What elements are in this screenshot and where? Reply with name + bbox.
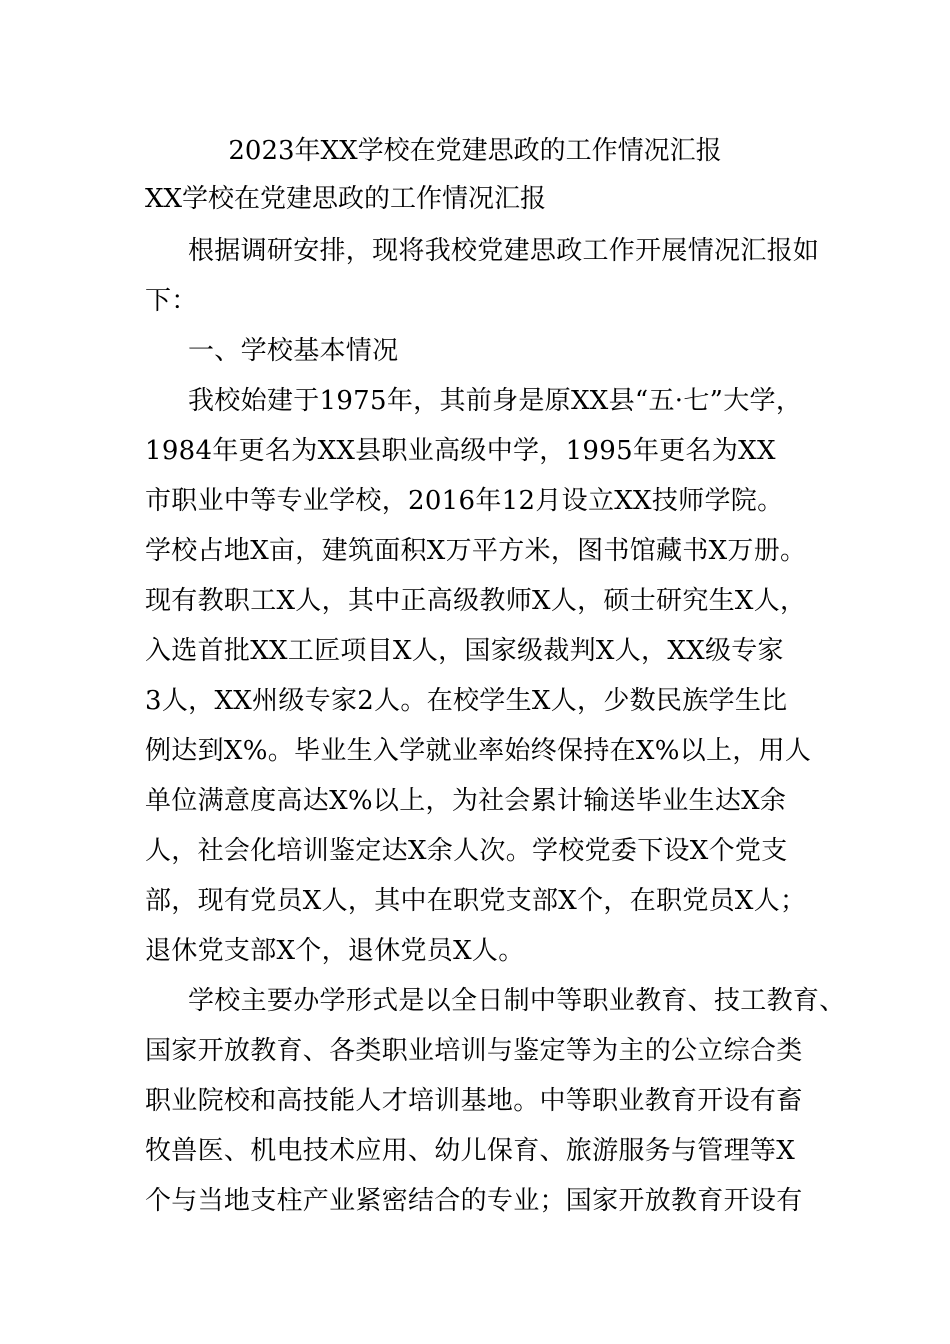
paragraph-line: 市职业中等专业学校，2016年12月设立XX技师学院。 xyxy=(145,486,784,516)
paragraph-line: 例达到X%。毕业生入学就业率始终保持在X%以上，用人 xyxy=(145,736,812,766)
paragraph-line: 单位满意度高达X%以上，为社会累计输送毕业生达X余 xyxy=(145,786,787,816)
paragraph-line: 牧兽医、机电技术应用、幼儿保育、旅游服务与管理等X xyxy=(145,1136,796,1166)
paragraph-line: 1984年更名为XX县职业高级中学，1995年更名为XX xyxy=(145,436,776,466)
document-title: 2023年XX学校在党建思政的工作情况汇报 xyxy=(228,136,722,166)
paragraph-line: 国家开放教育、各类职业培训与鉴定等为主的公立综合类 xyxy=(145,1036,803,1066)
paragraph-line: 学校占地X亩，建筑面积X万平方米，图书馆藏书X万册。 xyxy=(145,536,807,566)
paragraph-line: 现有教职工X人，其中正高级教师X人，硕士研究生X人， xyxy=(145,586,807,616)
paragraph-line: 部，现有党员X人，其中在职党支部X个，在职党员X人； xyxy=(145,886,807,916)
paragraph-line: 个与当地支柱产业紧密结合的专业；国家开放教育开设有 xyxy=(145,1186,803,1216)
section-heading: 一、学校基本情况 xyxy=(188,336,399,366)
paragraph-intro-line: 根据调研安排，现将我校党建思政工作开展情况汇报如 xyxy=(188,236,820,266)
paragraph-line: 3人，XX州级专家2人。在校学生X人，少数民族学生比 xyxy=(145,686,788,716)
paragraph-line: 退休党支部X个，退休党员X人。 xyxy=(145,936,525,966)
document-subtitle: XX学校在党建思政的工作情况汇报 xyxy=(145,184,547,214)
paragraph-line: 职业院校和高技能人才培训基地。中等职业教育开设有畜 xyxy=(145,1086,803,1116)
paragraph-line: 我校始建于1975年，其前身是原XX县“五·七”大学， xyxy=(188,386,803,416)
paragraph-line: 学校主要办学形式是以全日制中等职业教育、技工教育、 xyxy=(188,986,846,1016)
paragraph-line: 人，社会化培训鉴定达X余人次。学校党委下设X个党支 xyxy=(145,836,788,866)
paragraph-line: 入选首批XX工匠项目X人，国家级裁判X人，XX级专家 xyxy=(145,636,784,666)
paragraph-intro-line: 下： xyxy=(145,286,198,316)
